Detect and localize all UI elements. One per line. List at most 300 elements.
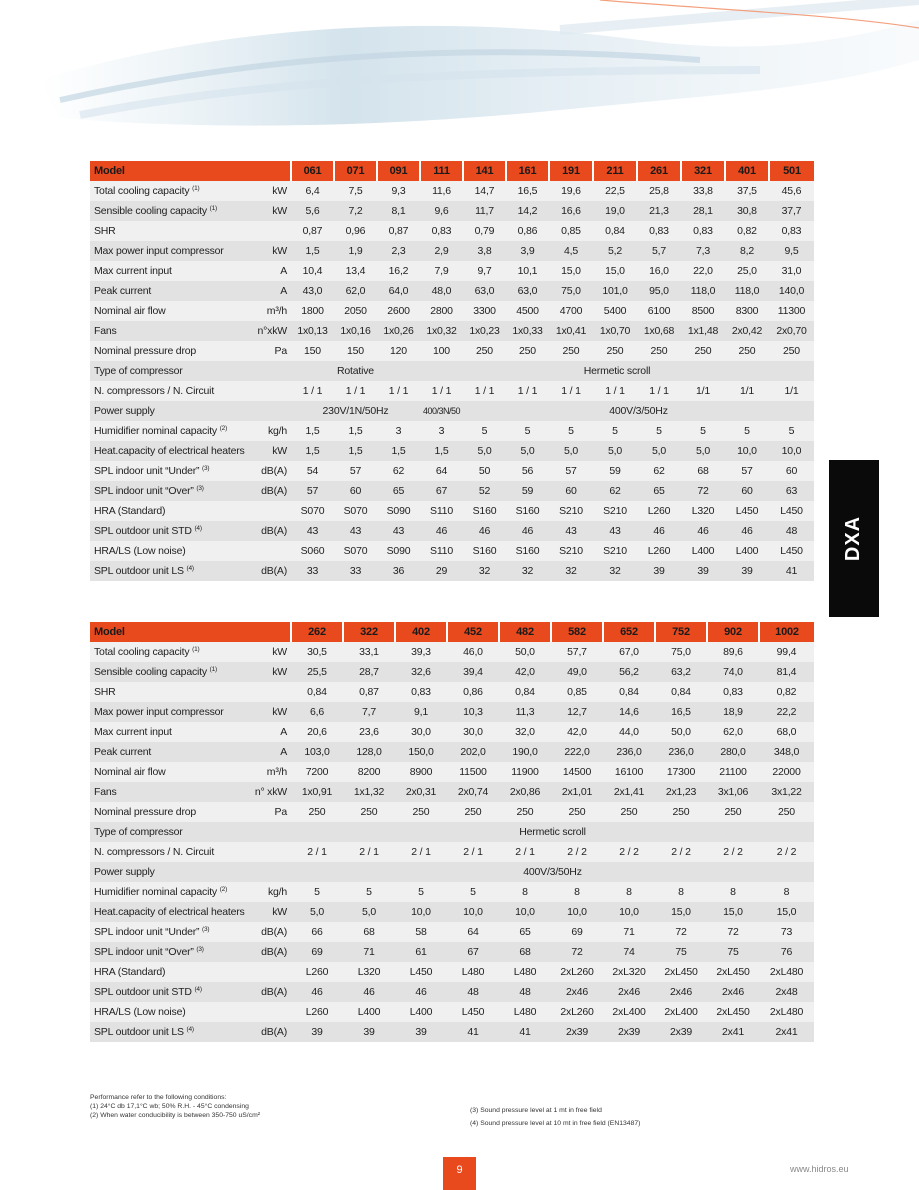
value-cell: 0,79 [463,221,506,241]
value-cell: S070 [334,501,377,521]
footnote: (1) 24°C db 17,1°C wb; 50% R.H. - 45°C condensing [90,1103,249,1110]
value-cell: 2xL480 [759,1002,814,1022]
row-label [90,421,250,441]
value-cell: 5,0 [506,441,549,461]
row-label [90,501,250,521]
value-cell: 29 [420,561,463,581]
model-header: Model [90,161,250,181]
value-cell: 118,0 [725,281,769,301]
model-column-header: 582 [551,622,603,642]
footnote: (4) Sound pressure level at 10 mt in free field (EN13487) [470,1120,641,1127]
value-cell: 15,0 [759,902,814,922]
value-cell: 0,84 [499,682,551,702]
value-cell: 2x39 [551,1022,603,1042]
row-label [90,281,250,301]
row-label-text: Fans [94,786,117,798]
value-cell: 39 [637,561,681,581]
value-cell: 9,1 [395,702,447,722]
value-cell: 2x0,86 [499,782,551,802]
row-label [90,361,250,381]
spec-table-2 [90,622,814,1042]
row-unit: dB(A) [250,481,291,501]
value-cell: 0,86 [506,221,549,241]
value-cell: 89,6 [707,642,759,662]
model-column-header: 111 [420,161,463,181]
value-cell: 10,0 [499,902,551,922]
row-unit: A [250,722,291,742]
model-column-header: 262 [291,622,343,642]
table-row [90,822,814,842]
value-cell: 1,5 [291,421,334,441]
value-cell: 16,0 [637,261,681,281]
row-unit [250,682,291,702]
value-cell: 5 [343,882,395,902]
row-label [90,742,250,762]
value-cell: 71 [343,942,395,962]
value-cell: 2x0,31 [395,782,447,802]
row-label [90,882,250,902]
value-cell: 5,0 [291,902,343,922]
value-cell: 0,87 [291,221,334,241]
value-cell: 1x0,13 [291,321,334,341]
value-cell: L450 [447,1002,499,1022]
row-label-text: Total cooling capacity [94,185,190,197]
model-column-header: 141 [463,161,506,181]
value-cell: 250 [447,802,499,822]
value-cell: 250 [499,802,551,822]
value-cell: 2800 [420,301,463,321]
value-cell: L320 [681,501,725,521]
value-cell: 236,0 [603,742,655,762]
row-label-text: SPL indoor unit “Over” [94,946,194,958]
value-cell: 3x1,22 [759,782,814,802]
value-cell: S090 [377,541,420,561]
table-row [90,461,814,481]
value-cell: 0,83 [707,682,759,702]
value-cell: 1 / 1 [334,381,377,401]
value-cell: 39 [681,561,725,581]
value-cell: 30,0 [395,722,447,742]
table-row [90,401,814,421]
row-label-text: Power supply [94,405,155,417]
value-cell: 250 [655,802,707,822]
value-cell: 39,3 [395,642,447,662]
row-label [90,822,250,842]
merged-cell: 400/3N/50 [420,401,463,421]
value-cell: 46 [291,982,343,1002]
value-cell: 64 [447,922,499,942]
value-cell: 46 [343,982,395,1002]
row-label-text: Type of compressor [94,826,183,838]
value-cell: 348,0 [759,742,814,762]
value-cell: 1/1 [725,381,769,401]
value-cell: 5 [291,882,343,902]
value-cell: S210 [593,541,637,561]
row-label [90,341,250,361]
row-label-text: SHR [94,686,116,698]
value-cell: 5 [593,421,637,441]
value-cell: 9,3 [377,181,420,201]
value-cell: 32 [506,561,549,581]
value-cell: 0,84 [291,682,343,702]
value-cell: 72 [681,481,725,501]
row-label [90,561,250,581]
value-cell: 59 [593,461,637,481]
value-cell: 150 [291,341,334,361]
value-cell: 140,0 [769,281,814,301]
value-cell: L450 [725,501,769,521]
value-cell: 1 / 1 [377,381,420,401]
value-cell: 14,2 [506,201,549,221]
merged-cell: 400V/3/50Hz [291,862,814,882]
value-cell: 0,85 [549,221,593,241]
row-label [90,441,250,461]
value-cell: 10,0 [551,902,603,922]
value-cell: 236,0 [655,742,707,762]
value-cell: 1 / 1 [593,381,637,401]
value-cell: S210 [593,501,637,521]
row-unit: n° xkW [250,782,291,802]
value-cell: 0,84 [655,682,707,702]
value-cell: 5,0 [637,441,681,461]
value-cell: 43 [593,521,637,541]
value-cell: 32 [463,561,506,581]
row-unit: m³/h [250,301,291,321]
row-label [90,922,250,942]
row-unit: dB(A) [250,942,291,962]
value-cell: 22000 [759,762,814,782]
value-cell: 128,0 [343,742,395,762]
row-label [90,762,250,782]
value-cell: 16,5 [506,181,549,201]
value-cell: 1 / 1 [637,381,681,401]
value-cell: 1x0,91 [291,782,343,802]
value-cell: 7,9 [420,261,463,281]
value-cell: 202,0 [447,742,499,762]
value-cell: 50,0 [655,722,707,742]
value-cell: 2 / 2 [759,842,814,862]
value-cell: 0,84 [603,682,655,702]
value-cell: 37,7 [769,201,814,221]
value-cell: 30,8 [725,201,769,221]
value-cell: 2 / 1 [343,842,395,862]
value-cell: 1,5 [377,441,420,461]
row-unit: n°xkW [250,321,291,341]
value-cell: 25,0 [725,261,769,281]
value-cell: 250 [707,802,759,822]
table-row [90,702,814,722]
value-cell: 68 [681,461,725,481]
value-cell: 15,0 [549,261,593,281]
value-cell: 67 [447,942,499,962]
value-cell: 2xL480 [759,962,814,982]
value-cell: 1x0,33 [506,321,549,341]
value-cell: 22,0 [681,261,725,281]
value-cell: 8 [551,882,603,902]
value-cell: 250 [603,802,655,822]
value-cell: 39 [343,1022,395,1042]
value-cell: 37,5 [725,181,769,201]
value-cell: 6100 [637,301,681,321]
value-cell: S210 [549,541,593,561]
table-row [90,802,814,822]
value-cell: 39 [291,1022,343,1042]
row-unit: Pa [250,341,291,361]
value-cell: 22,2 [759,702,814,722]
value-cell: 0,83 [395,682,447,702]
footnote: (2) When water conducibility is between 350-750 uS/cm² [90,1112,261,1119]
value-cell: 8200 [343,762,395,782]
value-cell: 22,5 [593,181,637,201]
footnote-ref: (4) [194,986,202,993]
row-label [90,221,250,241]
value-cell: 0,83 [769,221,814,241]
website-url[interactable]: www.hidros.eu [790,1164,849,1174]
value-cell: 5 [506,421,549,441]
row-label [90,201,250,221]
model-column-header: 211 [593,161,637,181]
value-cell: 5 [637,421,681,441]
value-cell: 4500 [506,301,549,321]
value-cell: 2 / 1 [499,842,551,862]
page-number: 9 [443,1157,476,1190]
value-cell: 31,0 [769,261,814,281]
value-cell: 250 [725,341,769,361]
value-cell: 0,84 [593,221,637,241]
value-cell: 1x0,16 [334,321,377,341]
row-unit [250,361,291,381]
value-cell: 8900 [395,762,447,782]
row-label-text: Sensible cooling capacity [94,205,207,217]
value-cell: 61 [395,942,447,962]
value-cell: 9,6 [420,201,463,221]
value-cell: 67 [420,481,463,501]
row-label-text: Total cooling capacity [94,646,190,658]
row-label [90,321,250,341]
value-cell: 1,5 [291,241,334,261]
model-column-header: 191 [549,161,593,181]
spec-table-1 [90,161,814,581]
value-cell: S210 [549,501,593,521]
row-label-text: Max current input [94,726,172,738]
value-cell: 68 [343,922,395,942]
value-cell: 69 [551,922,603,942]
row-unit: kW [250,642,291,662]
value-cell: 33,1 [343,642,395,662]
model-column-header: 501 [769,161,814,181]
section-tab-label: DXA [842,515,865,562]
value-cell: 8500 [681,301,725,321]
value-cell: 33 [334,561,377,581]
table-row [90,541,814,561]
value-cell: 2050 [334,301,377,321]
value-cell: 1x0,32 [420,321,463,341]
value-cell: 1,9 [334,241,377,261]
value-cell: 63,0 [506,281,549,301]
row-unit: A [250,742,291,762]
value-cell: 2x46 [655,982,707,1002]
value-cell: 2,3 [377,241,420,261]
footnote-ref: (4) [186,1026,194,1033]
row-label-text: SPL indoor unit “Under” [94,926,200,938]
value-cell: 5 [681,421,725,441]
value-cell: 13,4 [334,261,377,281]
footnote-ref: (1) [192,185,200,192]
value-cell: 43 [334,521,377,541]
value-cell: 2x39 [603,1022,655,1042]
value-cell: 72 [707,922,759,942]
model-column-header: 071 [334,161,377,181]
value-cell: 65 [637,481,681,501]
value-cell: 60 [334,481,377,501]
row-unit: A [250,281,291,301]
value-cell: 48 [769,521,814,541]
value-cell: 28,7 [343,662,395,682]
row-unit: kW [250,181,291,201]
value-cell: 81,4 [759,662,814,682]
row-label-text: Sensible cooling capacity [94,666,207,678]
footnote-ref: (1) [192,646,200,653]
row-label-text: Nominal air flow [94,766,166,778]
value-cell: 222,0 [551,742,603,762]
row-unit: A [250,261,291,281]
model-header: Model [90,622,250,642]
value-cell: 2xL450 [707,962,759,982]
value-cell: 8 [499,882,551,902]
value-cell: 0,82 [725,221,769,241]
value-cell: L400 [681,541,725,561]
value-cell: 46 [681,521,725,541]
value-cell: 2,9 [420,241,463,261]
value-cell: 3,9 [506,241,549,261]
value-cell: 48,0 [420,281,463,301]
value-cell: 250 [343,802,395,822]
value-cell: 11500 [447,762,499,782]
table-row [90,642,814,662]
value-cell: 46 [506,521,549,541]
value-cell: 0,83 [420,221,463,241]
value-cell: 16,6 [549,201,593,221]
table-row [90,221,814,241]
table-row [90,481,814,501]
value-cell: 28,1 [681,201,725,221]
footnote-ref: (4) [186,565,194,572]
value-cell: 1,5 [291,441,334,461]
row-label [90,722,250,742]
table-row [90,1022,814,1042]
value-cell: 10,0 [603,902,655,922]
row-unit: dB(A) [250,561,291,581]
value-cell: 75 [655,942,707,962]
table-row [90,882,814,902]
value-cell: 8,2 [725,241,769,261]
row-label-text: Heat.capacity of electrical heaters [94,906,245,918]
value-cell: 4,5 [549,241,593,261]
footnote: Performance refer to the following conditions: [90,1094,227,1101]
row-unit: dB(A) [250,521,291,541]
value-cell: 62 [377,461,420,481]
value-cell: L450 [769,541,814,561]
value-cell: 67,0 [603,642,655,662]
value-cell: 5 [463,421,506,441]
row-label [90,802,250,822]
value-cell: 62,0 [707,722,759,742]
footnote-ref: (2) [219,886,228,893]
value-cell: 2xL400 [603,1002,655,1022]
value-cell: 150 [334,341,377,361]
value-cell: 2 / 2 [655,842,707,862]
row-unit: kg/h [250,421,291,441]
value-cell: 10,0 [725,441,769,461]
value-cell: 250 [551,802,603,822]
row-label-text: Max power input compressor [94,245,224,257]
value-cell: 60 [769,461,814,481]
value-cell: 3 [420,421,463,441]
footnote-ref: (2) [219,425,228,432]
value-cell: 3,8 [463,241,506,261]
value-cell: 8300 [725,301,769,321]
row-label [90,541,250,561]
value-cell: 60 [725,481,769,501]
value-cell: L260 [637,541,681,561]
row-label [90,461,250,481]
value-cell: 68,0 [759,722,814,742]
value-cell: 250 [769,341,814,361]
row-label-text: Power supply [94,866,155,878]
table-row [90,321,814,341]
footnote-ref: (4) [194,525,202,532]
value-cell: 2x46 [551,982,603,1002]
value-cell: L480 [447,962,499,982]
value-cell: 19,6 [549,181,593,201]
value-cell: 1x0,26 [377,321,420,341]
table-row [90,762,814,782]
value-cell: 5 [447,882,499,902]
value-cell: 43 [549,521,593,541]
row-label [90,842,250,862]
value-cell: 8 [707,882,759,902]
value-cell: 250 [759,802,814,822]
value-cell: 25,8 [637,181,681,201]
value-cell: 2xL450 [707,1002,759,1022]
value-cell: 1x0,68 [637,321,681,341]
row-label-text: Type of compressor [94,365,183,377]
value-cell: 62 [637,461,681,481]
value-cell: 7,3 [681,241,725,261]
footnote-ref: (3) [196,485,204,492]
row-label-text: Heat.capacity of electrical heaters [94,445,245,457]
value-cell: 14,6 [603,702,655,722]
value-cell: 69 [291,942,343,962]
value-cell: 75,0 [655,642,707,662]
table-row [90,281,814,301]
row-label [90,662,250,682]
value-cell: 1,5 [334,421,377,441]
value-cell: 118,0 [681,281,725,301]
model-column-header: 401 [725,161,769,181]
row-unit: kW [250,201,291,221]
row-unit: dB(A) [250,461,291,481]
table-row [90,922,814,942]
value-cell: 15,0 [707,902,759,922]
value-cell: 0,87 [343,682,395,702]
value-cell: 10,1 [506,261,549,281]
value-cell: 250 [291,802,343,822]
value-cell: 5,0 [681,441,725,461]
value-cell: 2xL260 [551,1002,603,1022]
value-cell: 11,3 [499,702,551,722]
value-cell: L400 [395,1002,447,1022]
